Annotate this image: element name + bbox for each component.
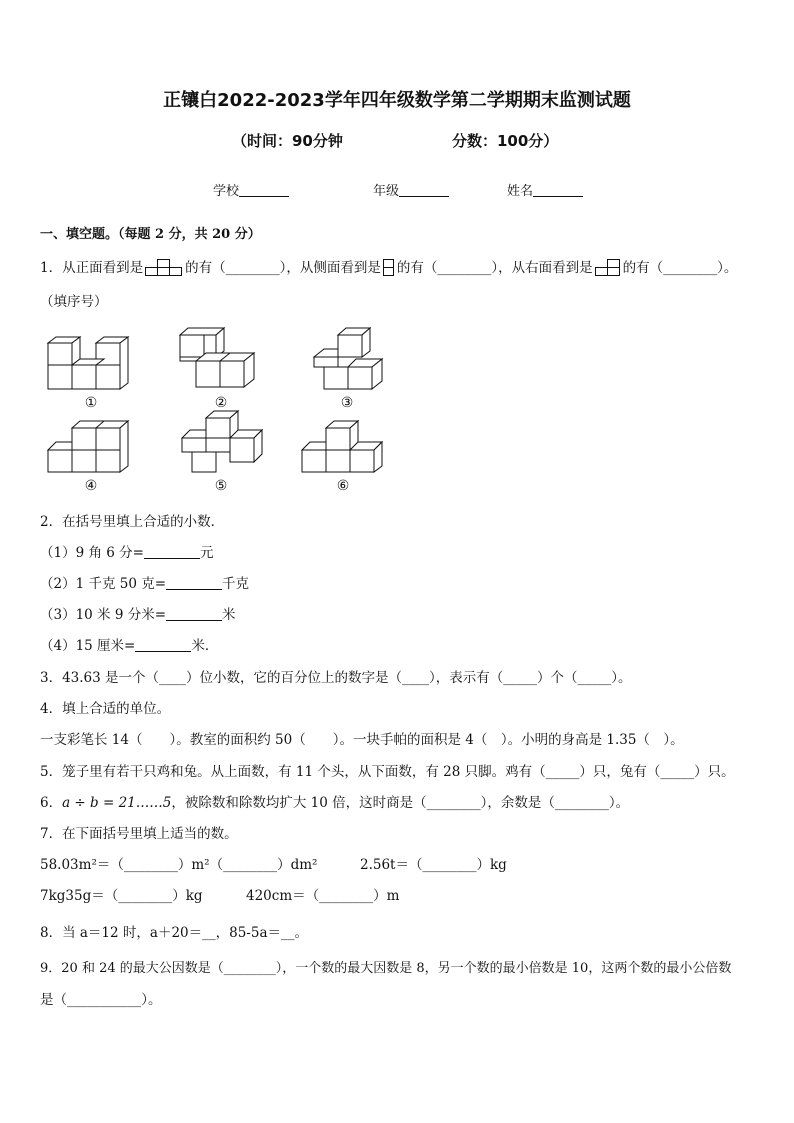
cube-figure-3 xyxy=(302,325,392,413)
section-heading: 一、填空题。（每题 2 分，共 20 分） xyxy=(40,227,261,242)
cube-figure-2 xyxy=(176,325,266,413)
grade-label: 年级 xyxy=(373,184,400,199)
name-blank xyxy=(533,182,583,197)
figure-4-label: ④ xyxy=(84,478,98,494)
question-2: 2．在括号里填上合适的小数． xyxy=(40,514,225,530)
q2-item-4 xyxy=(40,634,218,654)
q2-item-4-unit: 米． xyxy=(191,638,219,654)
school-label: 学校 xyxy=(213,184,240,199)
q7-item-4: 420cm＝（________）m xyxy=(246,888,400,904)
question-8: 8．当 a＝12 时，a＋20＝__，85-5a＝__。 xyxy=(40,925,309,941)
q2-item-3-unit: 米 xyxy=(222,607,236,623)
figure-2-label: ② xyxy=(214,395,228,411)
school-blank xyxy=(239,182,289,197)
figure-5-label: ⑤ xyxy=(214,478,228,494)
q2-blank-4 xyxy=(135,637,191,652)
q2-item-1-unit: 元 xyxy=(199,545,214,561)
q1-text-4: 的有（________）。 xyxy=(622,260,738,276)
q1-text-2: 的有（________），从侧面看到是 xyxy=(185,260,381,276)
side-view-icon xyxy=(383,259,395,276)
grade-blank xyxy=(399,182,449,197)
q2-item-3 xyxy=(40,603,236,623)
q1-text-1: 1．从正面看到是 xyxy=(40,260,144,276)
q6-number: 6． xyxy=(40,795,63,811)
q2-item-1 xyxy=(40,541,213,561)
cube-figure-4 xyxy=(46,418,136,496)
q2-item-2 xyxy=(40,572,249,592)
q2-item-2-unit: 千克 xyxy=(222,576,250,592)
question-1 xyxy=(40,256,737,276)
question-4: 4．填上合适的单位。 xyxy=(40,701,171,717)
cube-figure-1 xyxy=(46,335,136,413)
name-field xyxy=(507,180,583,199)
q6-formula: a ÷ b = 21……5 xyxy=(62,795,172,811)
figure-3-label: ③ xyxy=(340,395,354,411)
page-title: 正镶白2022-2023学年四年级数学第二学期期末监测试题 xyxy=(163,90,631,111)
question-3: 3．43.63 是一个（____）位小数，它的百分位上的数字是（____），表示有（_____）个（_____）。 xyxy=(40,670,632,686)
grade-field xyxy=(373,180,449,199)
figure-1-label: ① xyxy=(84,395,98,411)
q9-continued: 是（___________）。 xyxy=(40,992,162,1008)
question-7: 7．在下面括号里填上适当的数。 xyxy=(40,826,238,842)
q2-item-1-text: （1）9 角 6 分= xyxy=(40,545,144,561)
question-5: 5．笼子里有若干只鸡和兔。从上面数，有 11 个头，从下面数，有 28 只脚。鸡有（_____）只，兔有（_____）只。 xyxy=(40,764,735,780)
q2-blank-2 xyxy=(166,575,222,590)
q7-item-3: 7kg35g＝（________）kg xyxy=(40,888,203,904)
question-6 xyxy=(40,791,629,811)
q4-body: 一支彩笔长 14（ ）。教室的面积约 50（ ）。一块手帕的面积是 4（ ）。小明的身高是 1.35（ ）。 xyxy=(40,732,684,748)
q2-item-2-text: （2）1 千克 50 克= xyxy=(40,576,167,592)
q6-text: ，被除数和除数均扩大 10 倍，这时商是（________），余数是（________）。 xyxy=(171,795,630,811)
school-field xyxy=(213,180,289,199)
q1-text-3: 的有（________），从右面看到是 xyxy=(396,260,593,276)
question-9: 9．20 和 24 的最大公因数是（________），一个数的最大因数是 8，另一个数的最小倍数是 10，这两个数的最小公倍数 xyxy=(40,961,732,976)
front-view-icon xyxy=(145,259,183,276)
q1-note: （填序号） xyxy=(40,294,108,310)
exam-score: 分数：100分） xyxy=(452,132,559,150)
q2-item-3-text: （3）10 米 9 分米= xyxy=(40,607,167,623)
right-view-icon xyxy=(595,259,621,276)
name-label: 姓名 xyxy=(507,184,534,199)
cube-figure-6 xyxy=(298,418,388,496)
figure-6-label: ⑥ xyxy=(336,478,350,494)
q2-item-4-text: （4）15 厘米= xyxy=(40,638,136,654)
q7-item-1: 58.03m²＝（________）m²（________）dm² xyxy=(40,857,318,873)
q2-blank-3 xyxy=(166,606,222,621)
q2-blank-1 xyxy=(144,544,200,559)
cube-figure-5 xyxy=(176,408,266,496)
q7-item-2: 2.56t＝（________）kg xyxy=(360,857,507,873)
exam-time: （时间：90分钟 xyxy=(232,132,343,150)
